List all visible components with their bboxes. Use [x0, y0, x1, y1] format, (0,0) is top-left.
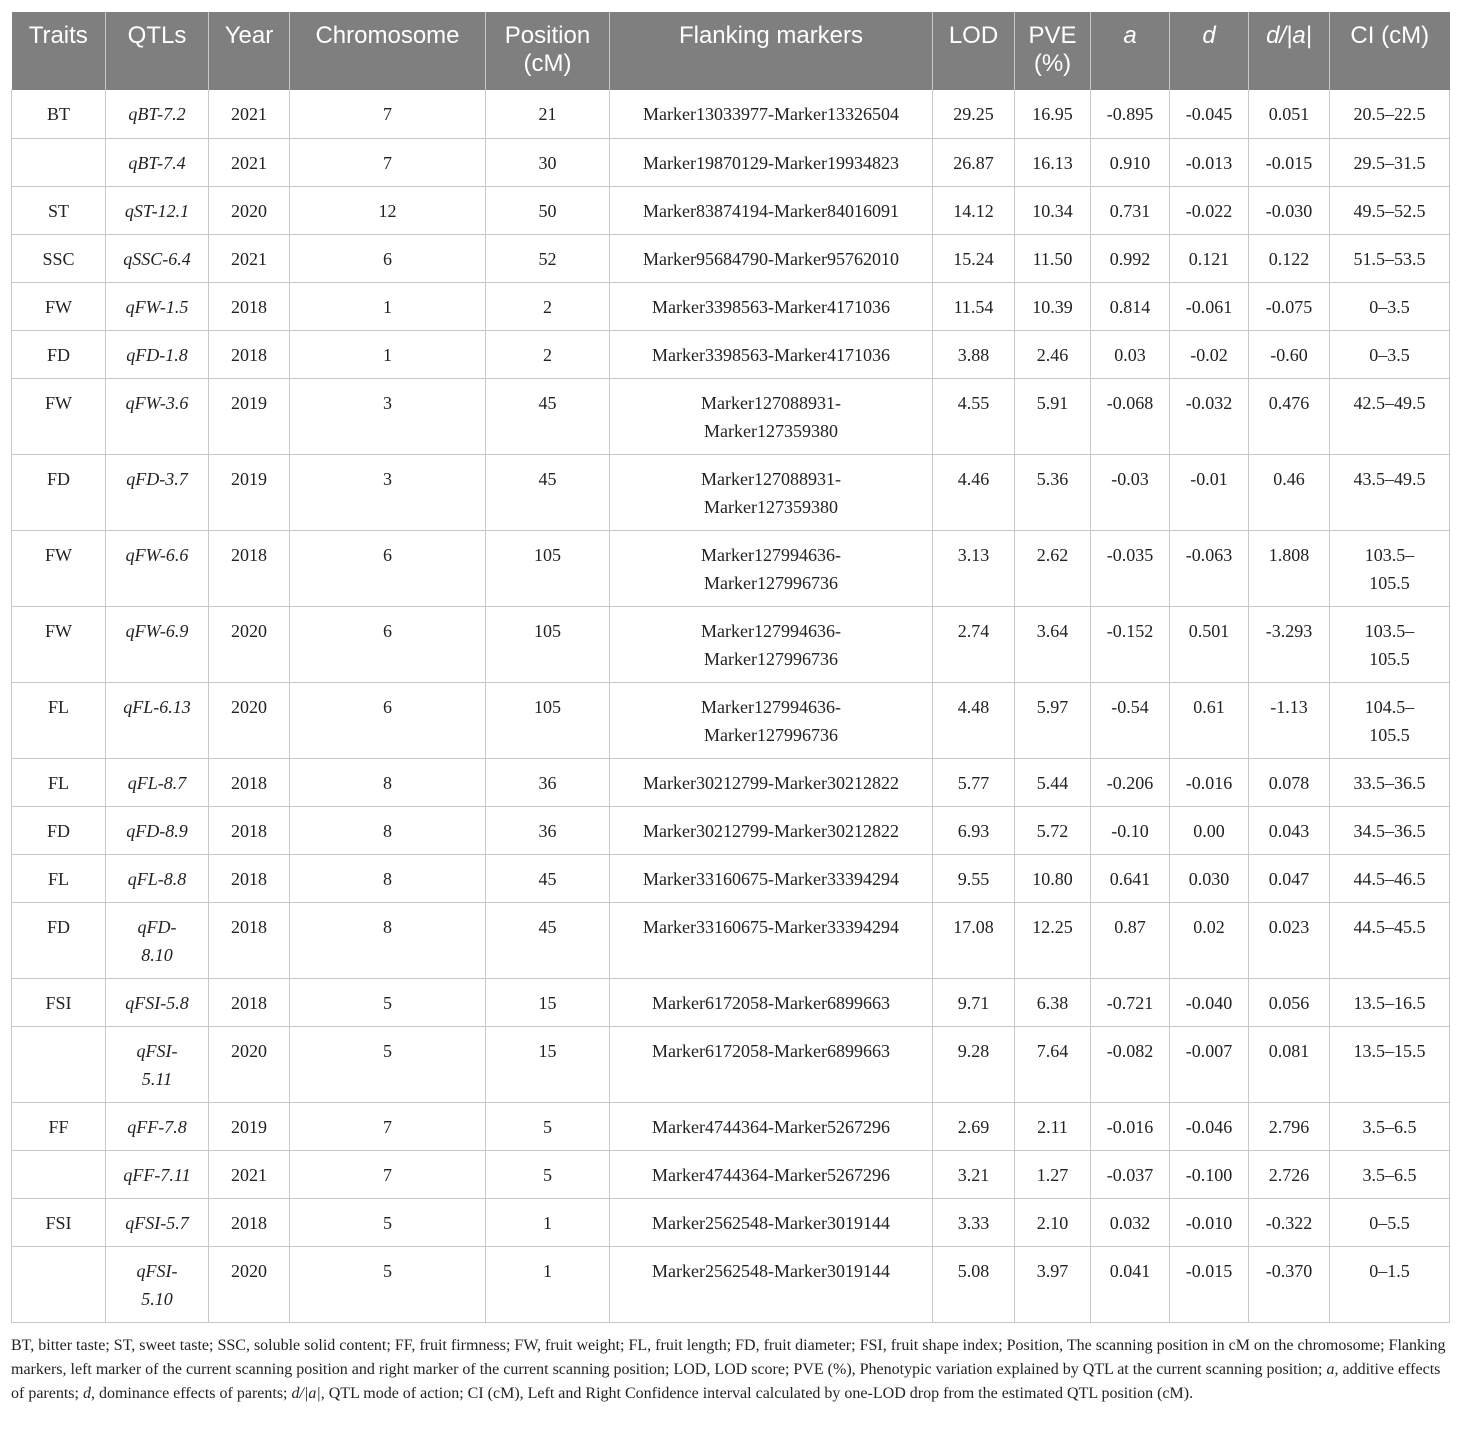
- cell-d-over-a: 0.46: [1249, 454, 1330, 530]
- cell-d: -0.045: [1170, 90, 1249, 138]
- cell-position: 105: [486, 682, 610, 758]
- cell-qtl: qFF-7.8: [106, 1102, 209, 1150]
- table-body: [12, 90, 1450, 1322]
- cell-lod: 4.55: [933, 378, 1015, 454]
- cell-year: 2018: [209, 902, 290, 978]
- cell-pve: 16.13: [1015, 138, 1091, 186]
- cell-lod: 5.08: [933, 1246, 1015, 1322]
- cell-trait: FD: [12, 330, 106, 378]
- cell-qtl: qFL-8.7: [106, 758, 209, 806]
- cell-trait: FW: [12, 378, 106, 454]
- cell-chromosome: 1: [290, 330, 486, 378]
- table-row: [12, 1246, 1450, 1322]
- footnote-text-2: , additive effects of parents;: [11, 1360, 1441, 1402]
- cell-d: -0.016: [1170, 758, 1249, 806]
- cell-trait: FF: [12, 1102, 106, 1150]
- cell-trait: FW: [12, 606, 106, 682]
- cell-qtl: qFD- 8.10: [106, 902, 209, 978]
- cell-ci: 0–3.5: [1330, 282, 1450, 330]
- table-row: [12, 806, 1450, 854]
- cell-pve: 6.38: [1015, 978, 1091, 1026]
- cell-year: 2021: [209, 138, 290, 186]
- cell-lod: 6.93: [933, 806, 1015, 854]
- header-position: Position (cM): [486, 12, 610, 90]
- cell-trait: FL: [12, 758, 106, 806]
- cell-d-over-a: -0.075: [1249, 282, 1330, 330]
- cell-trait: [12, 1150, 106, 1198]
- cell-lod: 3.13: [933, 530, 1015, 606]
- cell-a: 0.032: [1091, 1198, 1170, 1246]
- cell-a: 0.87: [1091, 902, 1170, 978]
- table-row: [12, 902, 1450, 978]
- cell-a: -0.016: [1091, 1102, 1170, 1150]
- cell-trait: SSC: [12, 234, 106, 282]
- cell-d: -0.061: [1170, 282, 1249, 330]
- table-row: [12, 1102, 1450, 1150]
- table-row: [12, 606, 1450, 682]
- cell-flanking-markers: Marker30212799-Marker30212822: [610, 758, 933, 806]
- cell-year: 2020: [209, 1246, 290, 1322]
- cell-lod: 29.25: [933, 90, 1015, 138]
- header-qtls: QTLs: [106, 12, 209, 90]
- cell-trait: FD: [12, 454, 106, 530]
- footnote-da-symbol: d/|a|: [291, 1384, 321, 1402]
- cell-position: 36: [486, 806, 610, 854]
- table-row: [12, 1150, 1450, 1198]
- cell-d: -0.007: [1170, 1026, 1249, 1102]
- cell-ci: 49.5–52.5: [1330, 186, 1450, 234]
- cell-chromosome: 6: [290, 530, 486, 606]
- cell-chromosome: 5: [290, 1026, 486, 1102]
- cell-ci: 3.5–6.5: [1330, 1150, 1450, 1198]
- cell-ci: 42.5–49.5: [1330, 378, 1450, 454]
- cell-d-over-a: 0.476: [1249, 378, 1330, 454]
- cell-trait: [12, 1026, 106, 1102]
- table-row: [12, 530, 1450, 606]
- cell-a: -0.54: [1091, 682, 1170, 758]
- cell-year: 2018: [209, 806, 290, 854]
- header-pve: PVE (%): [1015, 12, 1091, 90]
- cell-trait: FL: [12, 682, 106, 758]
- cell-qtl: qFD-1.8: [106, 330, 209, 378]
- cell-position: 105: [486, 606, 610, 682]
- cell-d: -0.032: [1170, 378, 1249, 454]
- cell-qtl: qFF-7.11: [106, 1150, 209, 1198]
- cell-lod: 14.12: [933, 186, 1015, 234]
- header-d: d: [1170, 12, 1249, 90]
- cell-lod: 2.74: [933, 606, 1015, 682]
- cell-lod: 11.54: [933, 282, 1015, 330]
- cell-d: -0.013: [1170, 138, 1249, 186]
- cell-trait: [12, 138, 106, 186]
- qtl-table: [11, 12, 1450, 1323]
- cell-year: 2018: [209, 330, 290, 378]
- cell-flanking-markers: Marker6172058-Marker6899663: [610, 1026, 933, 1102]
- cell-d: -0.010: [1170, 1198, 1249, 1246]
- cell-d-over-a: 2.796: [1249, 1102, 1330, 1150]
- table-row: [12, 854, 1450, 902]
- table-container: [11, 12, 1449, 1406]
- cell-d-over-a: 0.078: [1249, 758, 1330, 806]
- table-row: [12, 282, 1450, 330]
- cell-flanking-markers: Marker13033977-Marker13326504: [610, 90, 933, 138]
- cell-a: 0.041: [1091, 1246, 1170, 1322]
- cell-pve: 10.34: [1015, 186, 1091, 234]
- cell-position: 45: [486, 854, 610, 902]
- cell-chromosome: 7: [290, 1150, 486, 1198]
- footnote-text-1: BT, bitter taste; ST, sweet taste; SSC, soluble solid content; FF, fruit firmness; FW, fruit weight; FL, fruit length; FD, fruit diameter; FSI, fruit shape index; Position, The scanning position in cM on the chromosome; Flanking markers, left marker of the current scanning position and right marker of the current scanning position; LOD, LOD score; PVE (%), Phenotypic variation explained by QTL at the current scanning position;: [11, 1336, 1446, 1378]
- cell-lod: 5.77: [933, 758, 1015, 806]
- cell-a: -0.03: [1091, 454, 1170, 530]
- cell-position: 15: [486, 1026, 610, 1102]
- cell-year: 2018: [209, 758, 290, 806]
- cell-chromosome: 5: [290, 978, 486, 1026]
- cell-d-over-a: 0.081: [1249, 1026, 1330, 1102]
- cell-a: -0.068: [1091, 378, 1170, 454]
- cell-d-over-a: -1.13: [1249, 682, 1330, 758]
- cell-pve: 2.10: [1015, 1198, 1091, 1246]
- cell-pve: 3.97: [1015, 1246, 1091, 1322]
- cell-qtl: qFW-3.6: [106, 378, 209, 454]
- cell-chromosome: 6: [290, 234, 486, 282]
- cell-ci: 0–5.5: [1330, 1198, 1450, 1246]
- cell-trait: FD: [12, 806, 106, 854]
- cell-ci: 43.5–49.5: [1330, 454, 1450, 530]
- cell-flanking-markers: Marker6172058-Marker6899663: [610, 978, 933, 1026]
- cell-a: -0.082: [1091, 1026, 1170, 1102]
- footnote-text-4: , QTL mode of action; CI (cM), Left and Right Confidence interval calculated by one-LOD drop from the estimated QTL position (cM).: [320, 1384, 1194, 1402]
- table-row: [12, 186, 1450, 234]
- cell-a: -0.10: [1091, 806, 1170, 854]
- cell-a: -0.206: [1091, 758, 1170, 806]
- cell-trait: FSI: [12, 1198, 106, 1246]
- cell-ci: 103.5– 105.5: [1330, 606, 1450, 682]
- cell-position: 36: [486, 758, 610, 806]
- cell-qtl: qFSI-5.8: [106, 978, 209, 1026]
- cell-year: 2020: [209, 186, 290, 234]
- footnote-a-symbol: a: [1326, 1360, 1335, 1378]
- cell-d-over-a: 0.051: [1249, 90, 1330, 138]
- cell-flanking-markers: Marker127088931- Marker127359380: [610, 378, 933, 454]
- header-row: [12, 12, 1450, 90]
- header-chromosome: Chromosome: [290, 12, 486, 90]
- table-row: [12, 234, 1450, 282]
- cell-pve: 5.72: [1015, 806, 1091, 854]
- cell-d: -0.046: [1170, 1102, 1249, 1150]
- cell-year: 2018: [209, 530, 290, 606]
- cell-d: -0.022: [1170, 186, 1249, 234]
- cell-d: 0.030: [1170, 854, 1249, 902]
- cell-flanking-markers: Marker3398563-Marker4171036: [610, 330, 933, 378]
- cell-flanking-markers: Marker4744364-Marker5267296: [610, 1150, 933, 1198]
- header-traits: Traits: [12, 12, 106, 90]
- cell-qtl: qFSI- 5.10: [106, 1246, 209, 1322]
- cell-flanking-markers: Marker127994636- Marker127996736: [610, 606, 933, 682]
- cell-d-over-a: 0.043: [1249, 806, 1330, 854]
- cell-pve: 2.62: [1015, 530, 1091, 606]
- cell-chromosome: 8: [290, 758, 486, 806]
- cell-d-over-a: -0.322: [1249, 1198, 1330, 1246]
- cell-pve: 2.46: [1015, 330, 1091, 378]
- cell-position: 50: [486, 186, 610, 234]
- cell-position: 45: [486, 378, 610, 454]
- cell-lod: 15.24: [933, 234, 1015, 282]
- cell-year: 2020: [209, 682, 290, 758]
- cell-chromosome: 8: [290, 806, 486, 854]
- cell-chromosome: 6: [290, 606, 486, 682]
- cell-trait: [12, 1246, 106, 1322]
- cell-d-over-a: -0.015: [1249, 138, 1330, 186]
- header-year: Year: [209, 12, 290, 90]
- cell-d: -0.015: [1170, 1246, 1249, 1322]
- cell-lod: 9.28: [933, 1026, 1015, 1102]
- cell-lod: 3.33: [933, 1198, 1015, 1246]
- cell-qtl: qFD-3.7: [106, 454, 209, 530]
- footnote-d-symbol: d: [82, 1384, 91, 1402]
- cell-a: 0.814: [1091, 282, 1170, 330]
- table-row: [12, 454, 1450, 530]
- cell-year: 2020: [209, 1026, 290, 1102]
- cell-pve: 12.25: [1015, 902, 1091, 978]
- cell-qtl: qFD-8.9: [106, 806, 209, 854]
- cell-position: 30: [486, 138, 610, 186]
- cell-trait: FW: [12, 530, 106, 606]
- cell-pve: 2.11: [1015, 1102, 1091, 1150]
- cell-flanking-markers: Marker2562548-Marker3019144: [610, 1198, 933, 1246]
- cell-trait: FL: [12, 854, 106, 902]
- cell-position: 2: [486, 330, 610, 378]
- table-row: [12, 138, 1450, 186]
- cell-d-over-a: -3.293: [1249, 606, 1330, 682]
- cell-flanking-markers: Marker3398563-Marker4171036: [610, 282, 933, 330]
- table-row: [12, 758, 1450, 806]
- cell-position: 52: [486, 234, 610, 282]
- cell-lod: 4.48: [933, 682, 1015, 758]
- header-lod: LOD: [933, 12, 1015, 90]
- cell-ci: 44.5–45.5: [1330, 902, 1450, 978]
- cell-d-over-a: 2.726: [1249, 1150, 1330, 1198]
- cell-d: 0.501: [1170, 606, 1249, 682]
- cell-pve: 5.97: [1015, 682, 1091, 758]
- cell-year: 2018: [209, 854, 290, 902]
- cell-chromosome: 8: [290, 902, 486, 978]
- cell-flanking-markers: Marker127088931- Marker127359380: [610, 454, 933, 530]
- cell-trait: FSI: [12, 978, 106, 1026]
- cell-year: 2021: [209, 1150, 290, 1198]
- cell-position: 1: [486, 1198, 610, 1246]
- cell-ci: 29.5–31.5: [1330, 138, 1450, 186]
- cell-pve: 11.50: [1015, 234, 1091, 282]
- cell-pve: 16.95: [1015, 90, 1091, 138]
- cell-position: 21: [486, 90, 610, 138]
- table-row: [12, 90, 1450, 138]
- cell-year: 2018: [209, 282, 290, 330]
- cell-flanking-markers: Marker95684790-Marker95762010: [610, 234, 933, 282]
- cell-d: -0.02: [1170, 330, 1249, 378]
- cell-pve: 1.27: [1015, 1150, 1091, 1198]
- cell-position: 15: [486, 978, 610, 1026]
- cell-chromosome: 7: [290, 90, 486, 138]
- cell-flanking-markers: Marker83874194-Marker84016091: [610, 186, 933, 234]
- cell-ci: 33.5–36.5: [1330, 758, 1450, 806]
- cell-lod: 3.21: [933, 1150, 1015, 1198]
- cell-a: -0.721: [1091, 978, 1170, 1026]
- cell-qtl: qFW-6.9: [106, 606, 209, 682]
- cell-a: 0.03: [1091, 330, 1170, 378]
- cell-flanking-markers: Marker127994636- Marker127996736: [610, 682, 933, 758]
- cell-d: 0.02: [1170, 902, 1249, 978]
- cell-ci: 3.5–6.5: [1330, 1102, 1450, 1150]
- cell-ci: 20.5–22.5: [1330, 90, 1450, 138]
- header-flanking-markers: Flanking markers: [610, 12, 933, 90]
- cell-d: -0.040: [1170, 978, 1249, 1026]
- table-row: [12, 1026, 1450, 1102]
- cell-d: -0.063: [1170, 530, 1249, 606]
- cell-position: 45: [486, 454, 610, 530]
- cell-position: 5: [486, 1102, 610, 1150]
- header-ci: CI (cM): [1330, 12, 1450, 90]
- cell-lod: 26.87: [933, 138, 1015, 186]
- cell-chromosome: 1: [290, 282, 486, 330]
- cell-flanking-markers: Marker33160675-Marker33394294: [610, 902, 933, 978]
- cell-d-over-a: 0.047: [1249, 854, 1330, 902]
- cell-chromosome: 8: [290, 854, 486, 902]
- cell-a: 0.731: [1091, 186, 1170, 234]
- cell-d-over-a: 0.056: [1249, 978, 1330, 1026]
- cell-chromosome: 12: [290, 186, 486, 234]
- cell-d-over-a: -0.370: [1249, 1246, 1330, 1322]
- cell-ci: 0–3.5: [1330, 330, 1450, 378]
- cell-a: -0.037: [1091, 1150, 1170, 1198]
- table-row: [12, 1198, 1450, 1246]
- cell-year: 2019: [209, 1102, 290, 1150]
- cell-qtl: qST-12.1: [106, 186, 209, 234]
- cell-ci: 0–1.5: [1330, 1246, 1450, 1322]
- cell-ci: 44.5–46.5: [1330, 854, 1450, 902]
- cell-trait: ST: [12, 186, 106, 234]
- cell-year: 2019: [209, 378, 290, 454]
- cell-qtl: qBT-7.2: [106, 90, 209, 138]
- cell-chromosome: 5: [290, 1246, 486, 1322]
- cell-a: 0.910: [1091, 138, 1170, 186]
- table-row: [12, 378, 1450, 454]
- cell-year: 2018: [209, 1198, 290, 1246]
- cell-qtl: qFW-1.5: [106, 282, 209, 330]
- cell-flanking-markers: Marker127994636- Marker127996736: [610, 530, 933, 606]
- cell-position: 5: [486, 1150, 610, 1198]
- cell-flanking-markers: Marker2562548-Marker3019144: [610, 1246, 933, 1322]
- cell-position: 105: [486, 530, 610, 606]
- cell-chromosome: 5: [290, 1198, 486, 1246]
- cell-trait: FW: [12, 282, 106, 330]
- cell-year: 2020: [209, 606, 290, 682]
- cell-qtl: qFL-8.8: [106, 854, 209, 902]
- cell-ci: 34.5–36.5: [1330, 806, 1450, 854]
- cell-year: 2021: [209, 234, 290, 282]
- cell-qtl: qFW-6.6: [106, 530, 209, 606]
- cell-a: -0.152: [1091, 606, 1170, 682]
- footnote-text-3: , dominance effects of parents;: [90, 1384, 292, 1402]
- cell-d: -0.100: [1170, 1150, 1249, 1198]
- cell-d-over-a: 0.023: [1249, 902, 1330, 978]
- cell-ci: 104.5– 105.5: [1330, 682, 1450, 758]
- cell-a: -0.895: [1091, 90, 1170, 138]
- cell-flanking-markers: Marker19870129-Marker19934823: [610, 138, 933, 186]
- cell-flanking-markers: Marker30212799-Marker30212822: [610, 806, 933, 854]
- cell-pve: 3.64: [1015, 606, 1091, 682]
- cell-qtl: qFSI-5.7: [106, 1198, 209, 1246]
- cell-d-over-a: 1.808: [1249, 530, 1330, 606]
- cell-lod: 17.08: [933, 902, 1015, 978]
- cell-a: 0.641: [1091, 854, 1170, 902]
- header-d-over-a: d/|a|: [1249, 12, 1330, 90]
- cell-year: 2021: [209, 90, 290, 138]
- cell-d: 0.00: [1170, 806, 1249, 854]
- cell-chromosome: 3: [290, 454, 486, 530]
- table-footnote: [11, 1334, 1449, 1406]
- cell-lod: 3.88: [933, 330, 1015, 378]
- cell-pve: 5.36: [1015, 454, 1091, 530]
- cell-lod: 9.71: [933, 978, 1015, 1026]
- cell-chromosome: 3: [290, 378, 486, 454]
- table-row: [12, 682, 1450, 758]
- cell-lod: 4.46: [933, 454, 1015, 530]
- cell-position: 2: [486, 282, 610, 330]
- cell-ci: 13.5–16.5: [1330, 978, 1450, 1026]
- cell-year: 2019: [209, 454, 290, 530]
- cell-a: -0.035: [1091, 530, 1170, 606]
- cell-position: 45: [486, 902, 610, 978]
- cell-a: 0.992: [1091, 234, 1170, 282]
- cell-chromosome: 7: [290, 1102, 486, 1150]
- cell-chromosome: 6: [290, 682, 486, 758]
- cell-trait: BT: [12, 90, 106, 138]
- cell-d: 0.61: [1170, 682, 1249, 758]
- cell-lod: 2.69: [933, 1102, 1015, 1150]
- cell-d: -0.01: [1170, 454, 1249, 530]
- header-a: a: [1091, 12, 1170, 90]
- cell-qtl: qBT-7.4: [106, 138, 209, 186]
- cell-pve: 10.80: [1015, 854, 1091, 902]
- cell-year: 2018: [209, 978, 290, 1026]
- cell-pve: 5.91: [1015, 378, 1091, 454]
- cell-ci: 13.5–15.5: [1330, 1026, 1450, 1102]
- cell-flanking-markers: Marker4744364-Marker5267296: [610, 1102, 933, 1150]
- cell-d-over-a: 0.122: [1249, 234, 1330, 282]
- cell-pve: 10.39: [1015, 282, 1091, 330]
- cell-lod: 9.55: [933, 854, 1015, 902]
- cell-qtl: qFL-6.13: [106, 682, 209, 758]
- table-row: [12, 978, 1450, 1026]
- cell-d: 0.121: [1170, 234, 1249, 282]
- cell-qtl: qFSI- 5.11: [106, 1026, 209, 1102]
- cell-flanking-markers: Marker33160675-Marker33394294: [610, 854, 933, 902]
- cell-d-over-a: -0.60: [1249, 330, 1330, 378]
- cell-d-over-a: -0.030: [1249, 186, 1330, 234]
- cell-pve: 7.64: [1015, 1026, 1091, 1102]
- cell-ci: 51.5–53.5: [1330, 234, 1450, 282]
- cell-pve: 5.44: [1015, 758, 1091, 806]
- cell-qtl: qSSC-6.4: [106, 234, 209, 282]
- cell-trait: FD: [12, 902, 106, 978]
- cell-position: 1: [486, 1246, 610, 1322]
- cell-ci: 103.5– 105.5: [1330, 530, 1450, 606]
- cell-chromosome: 7: [290, 138, 486, 186]
- table-row: [12, 330, 1450, 378]
